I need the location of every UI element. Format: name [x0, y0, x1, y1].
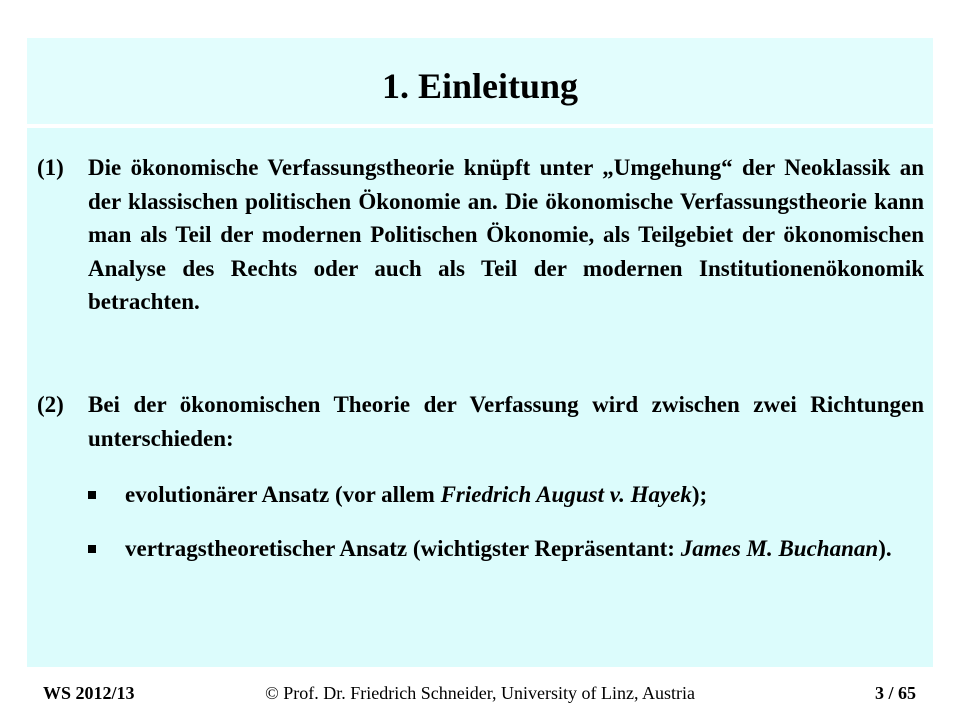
bullet-2-suffix: ). — [878, 536, 892, 561]
paragraph-2-text: Bei der ökonomischen Theorie der Verfassung wird zwischen zwei Richtungen unterschieden: — [88, 392, 924, 451]
bullet-1-text — [125, 478, 924, 512]
square-bullet-icon — [88, 491, 96, 499]
slide-title: 1. Einleitung — [381, 66, 579, 106]
bullet-2-text — [125, 532, 924, 566]
footer-page-number: 3 / 65 — [874, 683, 916, 703]
square-bullet-icon — [88, 545, 96, 553]
bullet-2-prefix: vertragstheoretischer Ansatz (wichtigster Repräsentant: — [125, 536, 681, 561]
footer-semester: WS 2012/13 — [43, 683, 135, 703]
title-band — [27, 38, 933, 128]
bullet-1-name: Friedrich August v. Hayek — [440, 482, 692, 507]
slide-content-panel — [27, 38, 933, 667]
footer-copyright: © Prof. Dr. Friedrich Schneider, University of Linz, Austria — [265, 683, 695, 703]
bullet-1-suffix: ); — [691, 482, 708, 507]
paragraph-1-number: (1) — [37, 155, 64, 180]
paragraph-1-text: Die ökonomische Verfassungstheorie knüpft unter „Umgehung“ der Neoklassik an der klassischen politischen Ökonomie an. Die ökonomische Verfassungstheorie kann man als Teil der modernen Politischen Ökonomie, als Teilgebiet der ökonomischen Analyse des Rechts oder auch als Teil der modernen Institutionenökonomik betrachten. — [88, 155, 924, 314]
paragraph-2-number: (2) — [37, 392, 64, 417]
bullet-2-name: James M. Buchanan — [680, 536, 879, 561]
bullet-1-prefix: evolutionärer Ansatz (vor allem — [125, 482, 441, 507]
